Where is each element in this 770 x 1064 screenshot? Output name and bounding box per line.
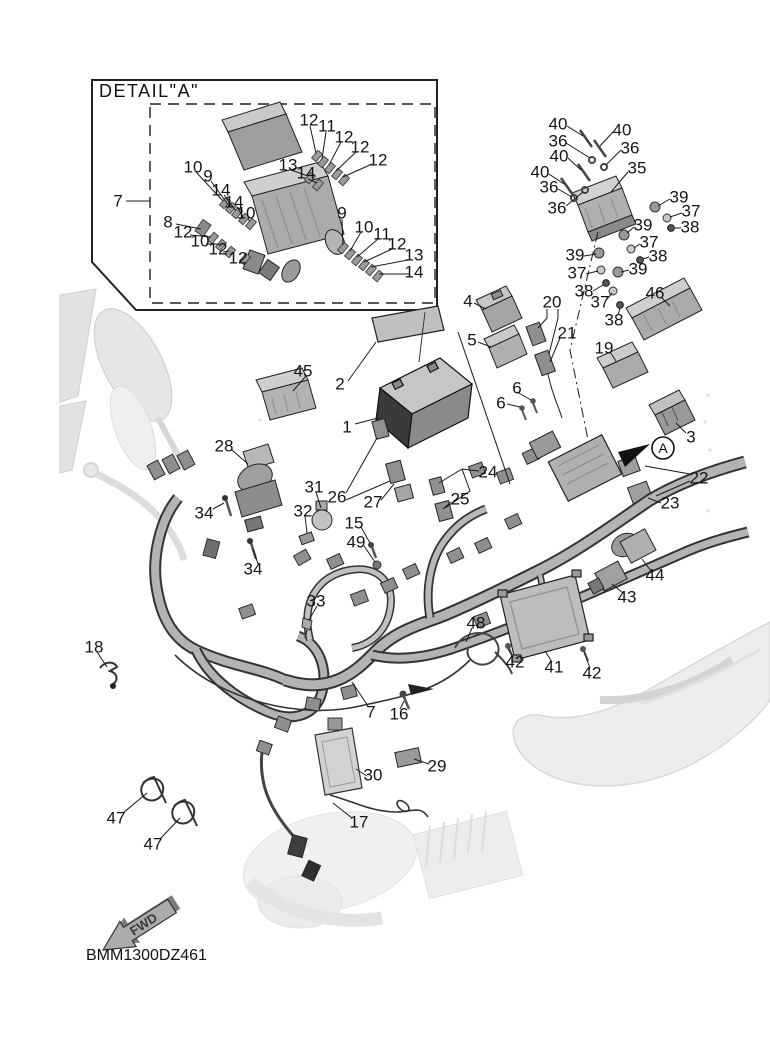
callout-41: 41 (544, 657, 564, 677)
ref-a-letter: A (658, 440, 668, 456)
callout-14: 14 (296, 163, 316, 183)
callout-36: 36 (547, 198, 567, 218)
fwd-arrow (103, 895, 180, 950)
callout-21: 21 (557, 323, 577, 343)
callout-39: 39 (633, 215, 653, 235)
callout-22: 22 (689, 468, 709, 488)
callout-2: 2 (335, 374, 345, 394)
callout-34: 34 (194, 503, 214, 523)
fwd-arrow-label: FWD (127, 909, 161, 939)
ghost-mirror (78, 297, 187, 476)
callout-42: 42 (505, 652, 525, 672)
callout-29: 29 (427, 756, 447, 776)
callout-1: 1 (342, 417, 352, 437)
callout-10: 10 (183, 157, 203, 177)
callout-14: 14 (224, 192, 244, 212)
ghost-front-fairing (60, 289, 96, 473)
callout-12: 12 (299, 110, 319, 130)
callout-11: 11 (373, 224, 391, 244)
callout-40: 40 (548, 114, 568, 134)
callout-39: 39 (628, 259, 648, 279)
callout-7: 7 (113, 191, 123, 211)
ref-a-marker (618, 437, 674, 467)
callout-42: 42 (582, 663, 602, 683)
callout-37: 37 (681, 201, 701, 221)
callout-11: 11 (318, 116, 336, 136)
part-32 (299, 532, 314, 545)
callout-30: 30 (363, 765, 383, 785)
callout-4: 4 (463, 291, 473, 311)
callout-12: 12 (350, 137, 370, 157)
callout-6: 6 (496, 393, 506, 413)
callout-12: 12 (368, 150, 388, 170)
callout-49: 49 (346, 532, 366, 552)
clip-18 (100, 663, 117, 689)
callout-37: 37 (639, 232, 659, 252)
callout-10: 10 (190, 231, 210, 251)
battery-cover (372, 306, 444, 342)
callout-38: 38 (648, 246, 668, 266)
clamps-47 (141, 777, 197, 826)
callout-17: 17 (349, 812, 369, 832)
callout-43: 43 (617, 587, 637, 607)
callout-48: 48 (466, 613, 486, 633)
callout-36: 36 (548, 131, 568, 151)
callout-36: 36 (539, 177, 559, 197)
callout-32: 32 (293, 501, 313, 521)
callout-27: 27 (363, 492, 383, 512)
callout-34: 34 (243, 559, 263, 579)
callout-20: 20 (542, 292, 562, 312)
callout-9: 9 (337, 203, 347, 223)
callout-39: 39 (669, 187, 689, 207)
callout-6: 6 (512, 378, 522, 398)
detail-title: DETAIL"A" (99, 81, 199, 101)
callout-13: 13 (278, 155, 298, 175)
callout-15: 15 (344, 513, 364, 533)
callout-44: 44 (645, 565, 665, 585)
callout-47: 47 (143, 834, 163, 854)
connector-4 (476, 286, 522, 332)
callout-8: 8 (163, 212, 173, 232)
callout-39: 39 (565, 245, 585, 265)
callout-35: 35 (627, 158, 647, 178)
callout-24: 24 (478, 462, 498, 482)
callout-14: 14 (404, 262, 424, 282)
callout-31: 31 (304, 477, 324, 497)
unit-30 (315, 718, 362, 795)
callout-36: 36 (620, 138, 640, 158)
cap-29 (395, 748, 422, 768)
callout-10: 10 (236, 203, 256, 223)
bolts-6 (519, 398, 537, 420)
callout-40: 40 (612, 120, 632, 140)
callout-40: 40 (549, 146, 569, 166)
callout-12: 12 (228, 248, 248, 268)
callout-38: 38 (574, 281, 594, 301)
callout-7: 7 (366, 702, 376, 722)
fuses-24-25 (429, 477, 453, 522)
callout-5: 5 (467, 330, 477, 350)
callout-12: 12 (208, 239, 228, 259)
callout-37: 37 (590, 292, 610, 312)
callout-10: 10 (354, 217, 374, 237)
part-code-label: BMM1300DZ461 (86, 947, 207, 964)
callout-19: 19 (594, 338, 614, 358)
callout-37: 37 (567, 263, 587, 283)
callout-47: 47 (106, 808, 126, 828)
callout-33: 33 (306, 591, 326, 611)
callout-16: 16 (389, 704, 409, 724)
callout-13: 13 (404, 245, 424, 265)
callout-40: 40 (530, 162, 550, 182)
callout-9: 9 (203, 166, 213, 186)
callout-25: 25 (450, 489, 470, 509)
callout-3: 3 (686, 427, 696, 447)
callout-28: 28 (214, 436, 234, 456)
callout-26: 26 (327, 487, 347, 507)
callout-46: 46 (645, 283, 665, 303)
callout-38: 38 (604, 310, 624, 330)
callout-45: 45 (293, 361, 313, 381)
callout-12: 12 (173, 222, 193, 242)
callout-12: 12 (334, 127, 354, 147)
callout-38: 38 (680, 217, 700, 237)
callout-12: 12 (387, 234, 407, 254)
fusebox (529, 431, 621, 501)
callout-18: 18 (84, 637, 104, 657)
callout-14: 14 (211, 180, 231, 200)
fuses-20-21 (526, 322, 555, 376)
callout-23: 23 (660, 493, 680, 513)
